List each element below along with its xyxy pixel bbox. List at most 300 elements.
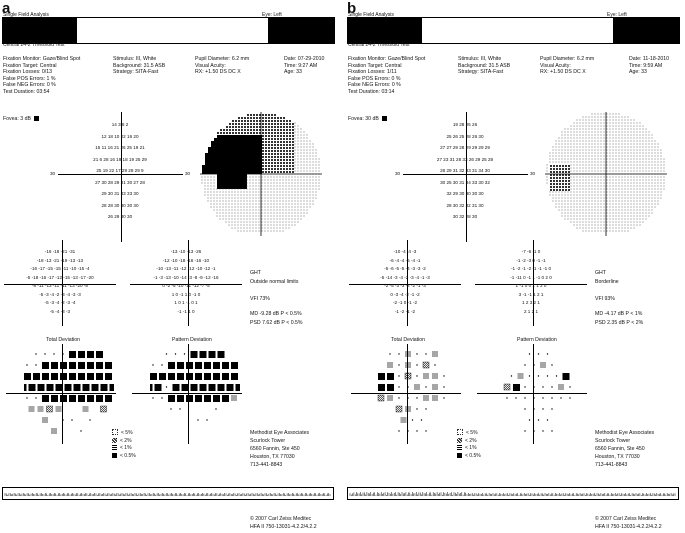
prob-symbol <box>551 408 552 409</box>
pupil-info <box>540 56 594 76</box>
value-row: 25 26 25 28 26 30 <box>446 133 484 139</box>
prob-symbol <box>378 373 385 380</box>
prob-symbol <box>236 384 241 391</box>
field-report-a <box>0 0 340 533</box>
prob-symbol <box>53 353 54 354</box>
value-row: 1 0 -1 1 0 -1 0 <box>171 291 201 297</box>
prob-symbol <box>405 362 411 368</box>
value-row: -13 -10 -13 -26 <box>170 249 202 254</box>
prob-symbol <box>515 397 516 398</box>
prob-symbol <box>387 384 394 391</box>
prob-symbol <box>24 384 27 391</box>
prob-symbol <box>518 373 524 379</box>
prob-symbol <box>425 408 426 409</box>
fovea-value: Fovea: 3 dB <box>3 116 39 123</box>
prob-symbol <box>87 351 94 358</box>
prob-symbol <box>511 375 512 376</box>
field-report-b <box>345 0 685 533</box>
fovea-value: Fovea: 30 dB <box>348 116 387 123</box>
value-row: 1 2 3 2 1 <box>522 300 540 305</box>
md-value: MD -4.17 dB P < 1% <box>595 311 643 317</box>
prob-symbol <box>69 395 76 402</box>
prob-symbol <box>547 419 548 420</box>
axis-label-left: 30 <box>50 171 56 176</box>
legend-item: < 0.5% <box>112 453 136 461</box>
prob-symbol <box>38 406 44 412</box>
legend-item: < 1% <box>112 445 136 453</box>
value-row: 14 3 8 2 <box>111 122 129 127</box>
header-bar <box>2 17 335 44</box>
prob-symbol <box>398 375 399 376</box>
prob-symbol <box>51 362 58 369</box>
value-row: 25 19 22 17 29 28 29 9 <box>96 168 144 173</box>
prob-symbol <box>60 395 67 402</box>
info-line: False NEG Errors: 0 % <box>348 82 401 88</box>
prob-symbol <box>209 351 216 358</box>
prob-symbol <box>222 395 229 402</box>
prob-symbol <box>179 408 180 409</box>
prob-symbol <box>396 406 402 412</box>
probability-legend <box>457 429 481 460</box>
ght-value: Borderline <box>595 279 619 285</box>
prob-symbol <box>35 353 36 354</box>
prob-symbol <box>69 373 76 380</box>
prob-symbol <box>33 373 40 380</box>
prob-symbol <box>524 386 525 387</box>
prob-symbol <box>168 362 175 369</box>
prob-symbol <box>101 406 107 412</box>
vfi-value: VFI 93% <box>595 296 615 302</box>
prob-symbol <box>89 419 90 420</box>
td-probability-map <box>369 351 459 441</box>
prob-symbol <box>443 375 444 376</box>
prob-symbol <box>56 384 63 391</box>
prob-symbol <box>92 384 99 391</box>
prob-symbol <box>398 353 399 354</box>
info-line: Time: 9:59 AM <box>629 62 663 69</box>
info-line: Pupil Diameter: 6.2 mm <box>195 56 250 62</box>
prob-symbol <box>533 408 534 409</box>
prob-symbol <box>209 384 216 391</box>
threshold-values <box>62 119 178 223</box>
prob-symbol <box>432 351 438 357</box>
value-row: 26 29 31 32 33 31 34 30 <box>440 168 490 173</box>
legend-item: < 2% <box>112 438 136 446</box>
prob-symbol <box>524 364 525 365</box>
prob-symbol <box>204 362 211 369</box>
prob-symbol <box>62 353 63 354</box>
copyright: © 2007 Carl Zeiss Meditec <box>595 516 657 522</box>
prob-symbol <box>83 384 90 391</box>
prob-symbol <box>161 397 162 398</box>
prob-symbol <box>42 417 48 423</box>
clinic-line: Scurlock Tower <box>250 438 286 444</box>
value-row: 15 11 16 21 26 25 19 21 <box>95 145 145 150</box>
prob-symbol <box>166 353 167 354</box>
prob-symbol <box>195 362 202 369</box>
stimulus-info <box>113 56 165 76</box>
info-line: RX: +1.50 DS DC X <box>195 69 241 75</box>
prob-symbol <box>42 362 49 369</box>
value-row: -16 -17 -15 -15 -11 -10 -15 -4 <box>30 266 90 271</box>
info-line: False POS Errors: 0 % <box>348 75 401 82</box>
info-line: Strategy: SITA-Fast <box>113 69 159 75</box>
fovea-marker <box>382 116 387 121</box>
prob-symbol <box>416 408 417 409</box>
footer <box>595 515 662 531</box>
prob-symbol <box>421 419 422 420</box>
prob-symbol <box>524 408 525 409</box>
prob-symbol <box>425 430 426 431</box>
prob-symbol <box>551 397 552 398</box>
prob-symbol <box>378 384 385 391</box>
device-id: HFA II 750-13031-4.2.2/4.2.2 <box>595 524 662 530</box>
prob-symbol <box>416 430 417 431</box>
prob-symbol <box>175 353 176 354</box>
prob-symbol <box>213 362 220 369</box>
info-line: Test Duration: 03:54 <box>3 88 50 95</box>
prob-symbol <box>398 430 399 431</box>
device-id: HFA II 750-13031-4.2.2/4.2.2 <box>250 524 317 530</box>
prob-symbol <box>29 406 35 412</box>
prob-symbol <box>35 364 36 365</box>
clinic-line: 6560 Fannin, Ste 450 <box>595 446 645 452</box>
prob-symbol <box>51 395 58 402</box>
prob-symbol <box>506 397 507 398</box>
prob-symbol <box>47 384 54 391</box>
td-probability-map <box>24 351 114 441</box>
prob-symbol <box>401 417 407 423</box>
copyright: © 2007 Carl Zeiss Meditec <box>250 516 312 522</box>
info-line: Stimulus: III, White <box>113 56 157 62</box>
pupil-info <box>195 56 249 76</box>
prob-symbol <box>101 384 108 391</box>
prob-symbol <box>80 430 81 431</box>
value-row: -5 -6 -5 -5 -4 -3 -3 -2 <box>384 266 426 271</box>
prob-symbol <box>542 408 543 409</box>
prob-symbol <box>161 364 162 365</box>
value-row: 2 1 2 1 <box>523 308 539 314</box>
prob-symbol <box>78 362 85 369</box>
prob-symbol <box>150 373 157 380</box>
value-row: 12 18 10 22 16 20 <box>101 133 139 139</box>
info-line: Age: 33 <box>284 69 302 75</box>
prob-symbol <box>538 419 539 420</box>
prob-symbol <box>529 353 530 354</box>
date-info <box>629 56 669 76</box>
prob-symbol <box>425 353 426 354</box>
value-row: 21 6 28 16 19 18 19 25 29 <box>93 156 147 162</box>
pd-title: Pattern Deviation <box>517 337 557 343</box>
value-row: -1 -2 -3 0 -1 -1 <box>516 257 546 263</box>
clinic-line: 713-441-8843 <box>595 462 628 468</box>
prob-symbol <box>551 430 552 431</box>
probability-legend <box>112 429 136 460</box>
prob-symbol <box>547 353 548 354</box>
prob-symbol <box>110 384 115 391</box>
prob-symbol <box>65 384 72 391</box>
prob-symbol <box>51 428 57 434</box>
fixation-tracking-bar <box>2 487 334 500</box>
footer <box>250 515 317 531</box>
prob-symbol <box>222 362 229 369</box>
value-row: 0 -3 -4 -2 -1 -2 <box>390 291 420 297</box>
value-row: -10 -13 -11 -12 -12 -10 -12 -1 <box>156 266 216 271</box>
prob-symbol <box>105 362 112 369</box>
value-row: -10 -4 -4 -3 <box>393 249 417 254</box>
info-line: Pupil Diameter: 6.2 mm <box>540 56 595 62</box>
info-line: Strategy: SITA-Fast <box>458 69 504 75</box>
prob-symbol <box>215 408 216 409</box>
prob-symbol <box>105 395 112 402</box>
prob-symbol <box>96 395 103 402</box>
gaze-track-svg <box>3 490 333 501</box>
test-name: Central 24-2 Threshold Test <box>348 42 410 48</box>
ght-label: GHT <box>595 270 606 276</box>
prob-symbol <box>538 353 539 354</box>
value-row: 28 30 32 32 31 30 <box>446 202 484 208</box>
prob-symbol <box>407 430 408 431</box>
value-row: 27 23 31 28 33 26 29 25 28 <box>436 156 494 162</box>
prob-symbol <box>434 364 435 365</box>
grayscale-svg <box>545 112 667 236</box>
info-line: False POS Errors: 1 % <box>3 75 56 82</box>
value-row: 27 30 28 29 31 30 27 28 <box>95 179 145 185</box>
info-line: Time: 9:27 AM <box>284 62 318 69</box>
grayscale-plot <box>200 112 322 236</box>
prob-symbol <box>69 362 76 369</box>
value-row: 32 29 30 30 30 30 <box>446 191 484 196</box>
pd-values <box>134 248 238 316</box>
prob-symbol <box>42 373 49 380</box>
prob-symbol <box>26 397 27 398</box>
value-row: -5 -18 -16 -17 -12 -15 -13 -17 -20 <box>26 274 94 280</box>
prob-symbol <box>398 397 399 398</box>
value-row: 19 28 25 26 <box>452 122 478 127</box>
value-row: -5 -14 -3 -4 -2 -3 -4 -1 -3 <box>380 274 430 280</box>
eye-label: Eye: Left <box>607 12 627 18</box>
info-line: Visual Acuity: <box>540 62 571 69</box>
panel-label: b <box>347 0 357 17</box>
prob-symbol <box>87 373 94 380</box>
td-values <box>8 248 112 316</box>
prob-symbol <box>231 362 238 369</box>
value-row: -1 -2 -1 -2 <box>394 308 416 314</box>
prob-symbol <box>96 351 103 358</box>
prob-symbol <box>560 397 561 398</box>
prob-symbol <box>524 430 525 431</box>
info-line: Fixation Monitor: Gaze/Blind Spot <box>3 56 81 62</box>
prob-symbol <box>191 351 198 358</box>
prob-symbol <box>524 397 525 398</box>
prob-symbol <box>78 373 85 380</box>
value-row: -1 -3 -13 -10 -14 -3 -8 -9 -12 -16 <box>153 274 219 280</box>
prob-symbol <box>432 373 438 379</box>
prob-symbol <box>105 373 112 380</box>
prob-symbol <box>83 406 89 412</box>
prob-symbol <box>378 395 384 401</box>
prob-symbol <box>398 386 399 387</box>
value-row: 26 29 30 30 <box>107 214 133 219</box>
clinic-address <box>250 429 309 469</box>
prob-symbol <box>87 395 94 402</box>
clinic-line: Scurlock Tower <box>595 438 631 444</box>
fixation-tracking-bar <box>347 487 679 500</box>
info-line: Stimulus: III, White <box>458 56 502 62</box>
prob-symbol <box>206 419 207 420</box>
prob-symbol <box>96 373 103 380</box>
prob-symbol <box>405 373 411 379</box>
value-row: -6 -4 -4 -5 -4 -1 <box>389 257 421 263</box>
fixation-info <box>348 56 425 95</box>
info-line: Fixation Monitor: Gaze/Blind Spot <box>348 56 426 62</box>
value-row: 1 0 1 -1 0 1 <box>174 300 198 305</box>
prob-symbol <box>184 353 185 354</box>
prob-symbol <box>186 395 193 402</box>
prob-symbol <box>213 373 220 380</box>
prob-symbol <box>170 408 171 409</box>
clinic-line: 713-441-8843 <box>250 462 283 468</box>
value-row: -2 -1 0 -1 -2 <box>393 300 417 305</box>
prob-symbol <box>152 364 153 365</box>
info-line: RX: +1.50 DS DC X <box>540 69 586 75</box>
prob-symbol <box>504 384 510 390</box>
prob-symbol <box>71 419 72 420</box>
prob-symbol <box>168 373 175 380</box>
prob-symbol <box>166 386 167 387</box>
pd-values <box>479 248 583 316</box>
info-line: Date: 11-18-2010 <box>629 56 669 62</box>
prob-symbol <box>47 406 53 412</box>
axis-label-right: 30 <box>530 171 536 176</box>
prob-symbol <box>529 419 530 420</box>
prob-symbol <box>152 397 153 398</box>
prob-symbol <box>416 397 417 398</box>
prob-symbol <box>182 384 189 391</box>
prob-symbol <box>547 375 548 376</box>
prob-symbol <box>563 373 570 380</box>
prob-symbol <box>542 386 543 387</box>
ght-value: Outside normal limits <box>250 279 299 285</box>
legend-item: < 5% <box>112 429 136 438</box>
prob-symbol <box>197 419 198 420</box>
header-block-left <box>348 18 422 43</box>
value-row: 0 -2 -5 -10 -11 -12 -7 -5 <box>162 283 210 288</box>
prob-symbol <box>558 384 564 390</box>
value-row: -8 -11 -13 -11 -11 -13 -20 -8 <box>32 283 88 288</box>
prob-symbol <box>42 395 49 402</box>
gaze-track-svg <box>348 490 678 501</box>
prob-symbol <box>540 362 546 368</box>
prob-symbol <box>29 384 36 391</box>
prob-symbol <box>87 362 94 369</box>
header-bar <box>347 17 680 44</box>
prob-symbol <box>533 364 534 365</box>
prob-symbol <box>231 395 237 401</box>
prob-symbol <box>200 351 207 358</box>
prob-symbol <box>513 384 520 391</box>
prob-symbol <box>423 395 429 401</box>
info-line: Background: 31.5 ASB <box>458 62 511 69</box>
prob-symbol <box>60 373 67 380</box>
prob-symbol <box>432 384 438 390</box>
pd-probability-map <box>495 351 585 441</box>
psd-value: PSD 7.62 dB P < 0.5% <box>250 320 303 326</box>
prob-symbol <box>177 373 184 380</box>
test-name: Central 24-2 Threshold Test <box>3 42 65 48</box>
prob-symbol <box>168 395 175 402</box>
pd-title: Pattern Deviation <box>172 337 212 343</box>
prob-symbol <box>416 353 417 354</box>
panel-label: a <box>2 0 11 17</box>
stimulus-info <box>458 56 510 76</box>
prob-symbol <box>542 430 543 431</box>
prob-symbol <box>177 395 184 402</box>
axis-label-right: 30 <box>185 171 191 176</box>
td-title: Total Deviation <box>391 337 426 343</box>
prob-symbol <box>195 395 202 402</box>
prob-symbol <box>78 395 85 402</box>
prob-symbol <box>538 375 539 376</box>
fovea-marker <box>34 116 39 121</box>
value-row: 30 25 30 31 34 33 30 32 <box>440 179 490 185</box>
header-block-right <box>268 18 334 43</box>
prob-symbol <box>443 397 444 398</box>
prob-symbol <box>26 364 27 365</box>
value-row: -1 -11 0 -1 1 -1 0 2 0 <box>510 274 552 280</box>
value-row: -5 -3 -4 -2 -3 -4 -3 -3 <box>39 291 81 297</box>
prob-symbol <box>533 397 534 398</box>
prob-symbol <box>51 373 58 380</box>
prob-symbol <box>423 373 429 379</box>
value-row: 3 -1 -1 1 2 1 <box>518 291 544 297</box>
prob-symbol <box>213 395 220 402</box>
prob-symbol <box>551 386 552 387</box>
md-value: MD -9.28 dB P < 0.5% <box>250 311 302 317</box>
info-line: Fixation Target: Central <box>348 62 402 69</box>
prob-symbol <box>56 406 62 412</box>
info-line: Age: 33 <box>629 69 647 75</box>
clinic-address <box>595 429 654 469</box>
psd-value: PSD 2.35 dB P < 2% <box>595 320 644 326</box>
prob-symbol <box>186 362 193 369</box>
prob-symbol <box>405 406 411 412</box>
value-row: -12 -10 -18 -16 -16 -10 <box>162 257 210 263</box>
info-line: Fixation Target: Central <box>3 62 57 69</box>
header-block-right <box>613 18 679 43</box>
prob-symbol <box>416 364 417 365</box>
prob-symbol <box>533 386 534 387</box>
td-title: Total Deviation <box>46 337 81 343</box>
prob-symbol <box>414 384 420 390</box>
prob-symbol <box>173 384 180 391</box>
prob-symbol <box>227 384 234 391</box>
prob-symbol <box>69 351 76 358</box>
prob-symbol <box>191 384 198 391</box>
ght-label: GHT <box>250 270 261 276</box>
prob-symbol <box>387 395 393 401</box>
eye-label: Eye: Left <box>262 12 282 18</box>
prob-symbol <box>407 386 408 387</box>
value-row: -1 -1 1 0 <box>177 308 195 314</box>
prob-symbol <box>195 373 202 380</box>
report-title: Single Field Analysis <box>348 12 394 18</box>
clinic-line: 6560 Fannin, Ste 450 <box>250 446 300 452</box>
prob-symbol <box>231 373 238 380</box>
prob-symbol <box>416 375 417 376</box>
value-row: 28 28 30 30 30 30 <box>101 202 139 208</box>
prob-symbol <box>405 351 411 357</box>
